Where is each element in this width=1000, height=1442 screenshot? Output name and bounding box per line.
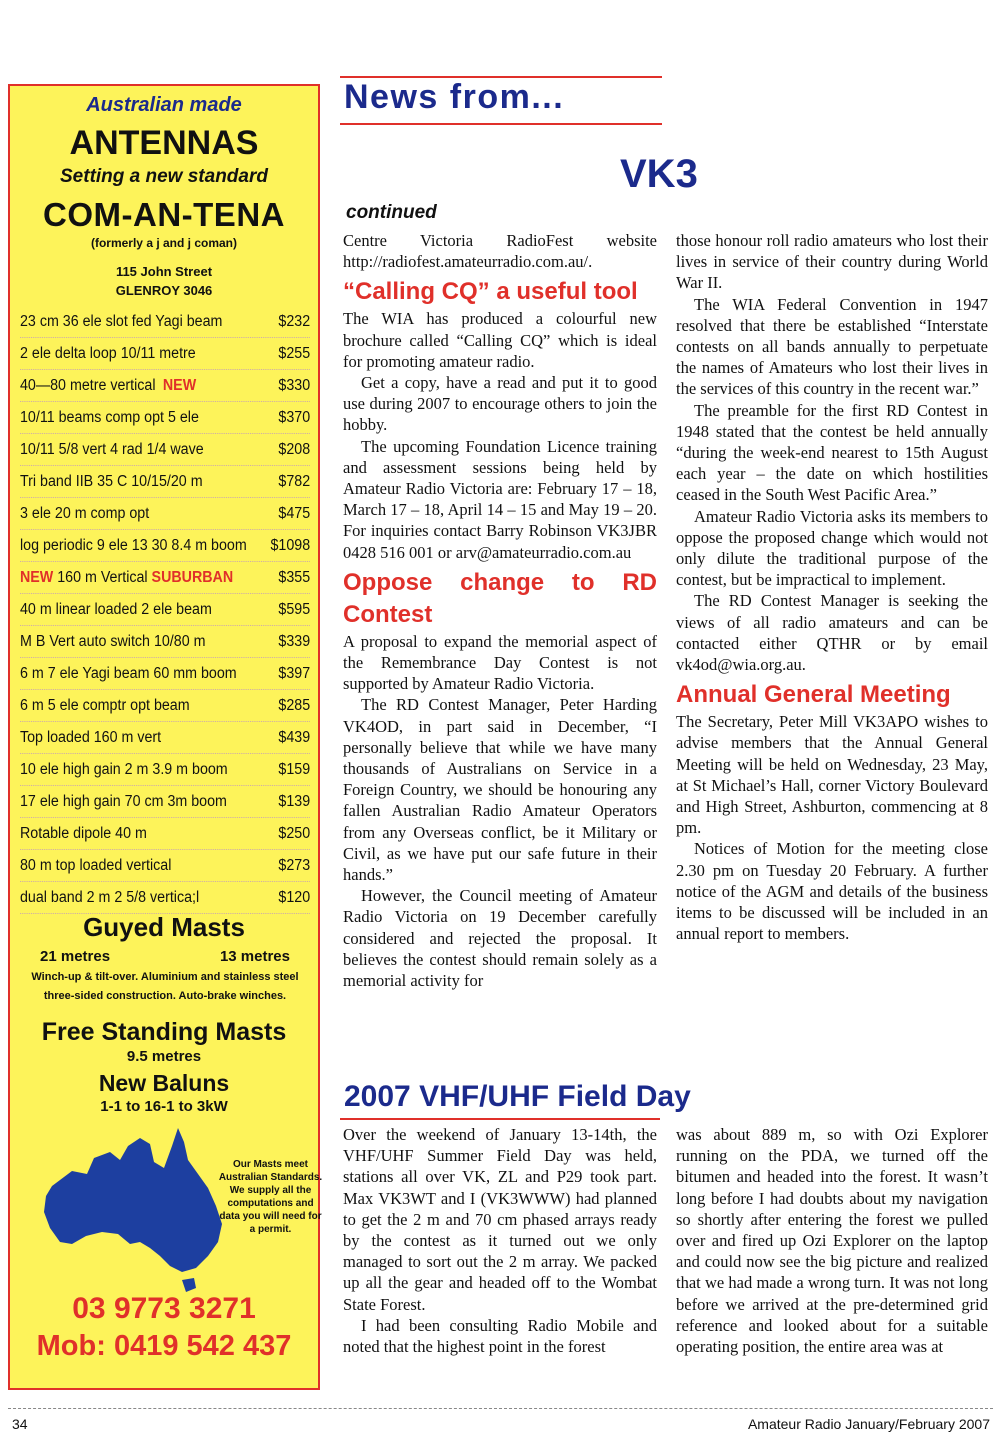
baluns-spec: 1-1 to 16-1 to 3kW: [100, 1098, 228, 1115]
product-label: 3 ele 20 m comp opt: [20, 504, 150, 522]
product-label: dual band 2 m 2 5/8 vertica;l: [20, 888, 200, 906]
product-price: $397: [278, 664, 311, 682]
paragraph: Get a copy, have a read and put it to good use during 2007 to encourage others to join the hobby.: [343, 373, 657, 435]
paragraph: Over the weekend of January 13-14th, the VHF/UHF Summer Field Day was held, stations all over VK, ZL and P29 took part. Max VK3WT and I (VK3WWW) had planned to get the 2 m and 70 cm phased arrays ready by the contest as it turned out we only managed to sort out the 2 m array. We packed up all the gear and headed off to the Wombat State Forest.: [343, 1125, 657, 1314]
product-name: [20, 313, 222, 331]
subheading-calling-cq: “Calling CQ” a useful tool: [343, 278, 638, 306]
product-price: $250: [278, 824, 311, 842]
guyed-masts-sizes: [40, 948, 290, 965]
field-day-rule: [340, 1118, 660, 1120]
ad-made-in: Australian made: [86, 94, 242, 116]
paragraph: Amateur Radio Victoria asks its members to oppose the proposed change which would not only dilute the traditional purpose of the contest, but be impractical to implement.: [676, 506, 988, 590]
paragraph: The Secretary, Peter Mill VK3APO wishes to advise members that the Annual General Meeting will be held on Wednesday, 23 May, at St Michael’s Hall, corner Victory Boulevard and High Street, Ashburton, commencing at 8 pm.: [676, 712, 988, 838]
product-label: 80 m top loaded vertical: [20, 856, 172, 874]
ad-mobile-number: Mob: 0419 542 437: [36, 1330, 292, 1362]
header-rule-bottom: [340, 123, 662, 125]
section-title-vk3: VK3: [620, 152, 698, 196]
product-row: [20, 786, 310, 818]
page-number: 34: [12, 1416, 28, 1432]
article-column-3: [343, 1124, 657, 1357]
product-label: M B Vert auto switch 10/80 m: [20, 632, 206, 650]
product-badge: SUBURBAN: [151, 568, 234, 586]
paragraph: The RD Contest Manager is seeking the views of all radio amateurs and can be contacted either QTHR or by email vk4od@wia.org.au.: [676, 591, 988, 675]
product-name: [20, 665, 237, 683]
product-name: [20, 761, 228, 779]
product-label: 6 m 5 ele comptr opt beam: [20, 696, 190, 714]
new-baluns-heading: New Baluns: [98, 1070, 230, 1096]
ad-tagline: Setting a new standard: [60, 166, 268, 187]
product-name: [20, 345, 196, 363]
guyed-size-21: 21 metres: [40, 948, 111, 965]
magazine-issue: Amateur Radio January/February 2007: [747, 1416, 990, 1432]
guyed-masts-description: Winch-up & tilt-over. Aluminium and stainless steel three-sided construction. Auto-brake winches.: [31, 971, 299, 1002]
ad-address-line2: GLENROY 3046: [115, 283, 213, 298]
product-row: [20, 818, 310, 850]
product-name: [20, 889, 199, 907]
advertisement-box: [8, 84, 323, 1390]
field-day-title: 2007 VHF/UHF Field Day: [344, 1080, 691, 1113]
product-row: [20, 338, 310, 370]
article-column-4: [676, 1124, 988, 1357]
product-label: 6 m 7 ele Yagi beam 60 mm boom: [20, 664, 237, 682]
product-row: [20, 626, 310, 658]
product-price: $1098: [270, 536, 311, 554]
continued-label: continued: [346, 202, 437, 223]
product-row: [20, 690, 310, 722]
product-row: [20, 722, 310, 754]
ad-formerly: (formerly a j and j coman): [90, 236, 238, 250]
product-name: [20, 601, 212, 619]
new-badge: NEW: [20, 568, 54, 586]
paragraph: The WIA Federal Convention in 1947 resolved that there be established “Interstate contests on all bands annually to perpetuate the names of Amateurs who lost their lives in the services of this country in the recent war.”: [676, 294, 988, 399]
paragraph: However, the Council meeting of Amateur Radio Victoria on 19 December carefully considered and rejected the proposal. It believes the contest should remain solely as a memorial activity for: [343, 886, 657, 991]
product-label: 23 cm 36 ele slot fed Yagi beam: [20, 312, 223, 330]
free-standing-masts-heading: Free Standing Masts: [41, 1018, 287, 1046]
product-price: $782: [278, 472, 311, 490]
product-row: [20, 370, 310, 402]
product-price: $330: [278, 376, 311, 394]
product-row: [20, 658, 310, 690]
paragraph: Centre Victoria RadioFest website http://radiofest.amateurradio.com.au/.: [343, 231, 657, 272]
ad-antennas-heading: ANTENNAS: [69, 124, 259, 162]
product-label: Top loaded 160 m vert: [20, 728, 162, 746]
article-column-2: [676, 230, 988, 945]
paragraph: those honour roll radio amateurs who lost their lives in service of their country during World War II.: [676, 231, 988, 293]
product-label: 2 ele delta loop 10/11 metre: [20, 344, 196, 362]
product-price: $255: [278, 344, 311, 362]
product-name: [20, 857, 171, 875]
product-label: Rotable dipole 40 m: [20, 824, 147, 842]
guyed-masts-heading: Guyed Masts: [83, 912, 245, 942]
product-row: [20, 882, 310, 914]
ad-address-line1: 115 John Street: [115, 264, 213, 279]
paragraph: I had been consulting Radio Mobile and noted that the highest point in the forest: [343, 1315, 657, 1357]
product-price: $339: [278, 632, 311, 650]
product-price: $120: [278, 888, 311, 906]
product-label: log periodic 9 ele 13 30 8.4 m boom: [20, 536, 247, 554]
product-row: [20, 530, 310, 562]
product-name: [20, 729, 161, 747]
product-name: [20, 697, 190, 715]
product-row: [20, 306, 310, 338]
footer-rule: [8, 1408, 993, 1409]
product-badge: NEW: [162, 376, 197, 394]
product-name: [20, 537, 247, 555]
product-name: [20, 825, 147, 843]
product-price: $475: [278, 504, 311, 522]
subheading-agm: Annual General Meeting: [676, 681, 951, 709]
ad-brand-name: COM-AN-TENA: [43, 196, 285, 233]
product-price: $285: [278, 696, 311, 714]
product-price: $159: [278, 760, 311, 778]
product-row: [20, 402, 310, 434]
product-price-list: [20, 306, 312, 914]
product-row: [20, 754, 310, 786]
product-price: $232: [278, 312, 311, 330]
product-price: $370: [278, 408, 311, 426]
product-row: [20, 498, 310, 530]
product-label: 40—80 metre vertical: [20, 376, 156, 394]
product-row: [20, 466, 310, 498]
product-name: [20, 409, 199, 427]
product-price: $439: [278, 728, 311, 746]
paragraph: A proposal to expand the memorial aspect of the Remembrance Day Contest is not supported by Amateur Radio Victoria.: [343, 631, 657, 694]
paragraph: The preamble for the first RD Contest in 1948 stated that the contest be held annually “during the week-end nearest to 15th August each year – the date on which hostilities ceased in the South West Pacific Area.”: [676, 400, 988, 505]
product-row: [20, 562, 310, 594]
product-label: 40 m linear loaded 2 ele beam: [20, 600, 212, 618]
product-row: [20, 434, 310, 466]
paragraph: The upcoming Foundation Licence training and assessment sessions being held by Amateur Radio Victoria are: February 17 – 18, March 17 – 18, April 14 – 15 and May 19 – 20. For inquiries contact Barry Robinson VK3JBR 0428 516 001 or arv@amateurradio.com.au: [343, 436, 657, 562]
product-name: [20, 569, 233, 587]
product-label: Tri band IIB 35 C 10/15/20 m: [20, 472, 203, 490]
product-label: 10 ele high gain 2 m 3.9 m boom: [20, 760, 228, 778]
free-standing-size: 9.5 metres: [126, 1048, 202, 1065]
product-label: 160 m Vertical: [53, 568, 152, 586]
product-name: [20, 633, 205, 651]
guyed-size-13: 13 metres: [219, 948, 290, 965]
paragraph: The RD Contest Manager, Peter Harding VK4OD, in part said in December, “I personally believe that while we have many thousands of Australians on Service in a Foreign Country, we should be honouring any fallen Australian Radio Amateur Operators from any Overseas conflict, be it Military or Civil, as we have put our safe future in their hands.”: [343, 695, 657, 885]
product-price: $595: [278, 600, 311, 618]
ad-phone-number: 03 9773 3271: [72, 1292, 256, 1325]
product-name: [20, 793, 227, 811]
product-price: $355: [278, 568, 311, 586]
article-column-1: [343, 230, 657, 991]
product-name: [20, 505, 149, 523]
product-price: $139: [278, 792, 311, 810]
paragraph: The WIA has produced a colourful new brochure called “Calling CQ” which is ideal for promoting amateur radio.: [343, 309, 657, 371]
product-row: [20, 594, 310, 626]
product-label: 10/11 beams comp opt 5 ele: [20, 408, 199, 426]
product-row: [20, 850, 310, 882]
paragraph: was about 889 m, so with Ozi Explorer running on the PDA, we turned off the bitumen and headed into the forest. It wasn’t long before I had doubts about my navigation so shortly after entering the forest we pulled over and fired up Ozi Explorer on the laptop and could now see the big picture and realized that we had made a wrong turn. It was not long before we arrived at the pre-determined grid reference and looked about for a suitable operating position, the entire area was at: [676, 1125, 988, 1357]
paragraph: Notices of Motion for the meeting close 2.30 pm on Tuesday 20 February. A further notice of the AGM and details of the business items to be discussed will be included in an annual report to members.: [676, 839, 988, 944]
page-title: News from...: [344, 78, 565, 116]
product-label: 17 ele high gain 70 cm 3m boom: [20, 792, 227, 810]
product-price: $208: [278, 440, 311, 458]
subheading-oppose-change: Oppose change to RD Contest: [343, 568, 657, 628]
product-name: [20, 441, 204, 459]
product-name: [20, 473, 203, 491]
product-name: [20, 377, 196, 395]
product-label: 10/11 5/8 vert 4 rad 1/4 wave: [20, 440, 204, 458]
product-price: $273: [278, 856, 311, 874]
australia-map-icon: [32, 1116, 232, 1296]
masts-standards-note: Our Masts meet Australian Standards. We supply all the computations and data you will need for a permit.: [218, 1159, 323, 1235]
